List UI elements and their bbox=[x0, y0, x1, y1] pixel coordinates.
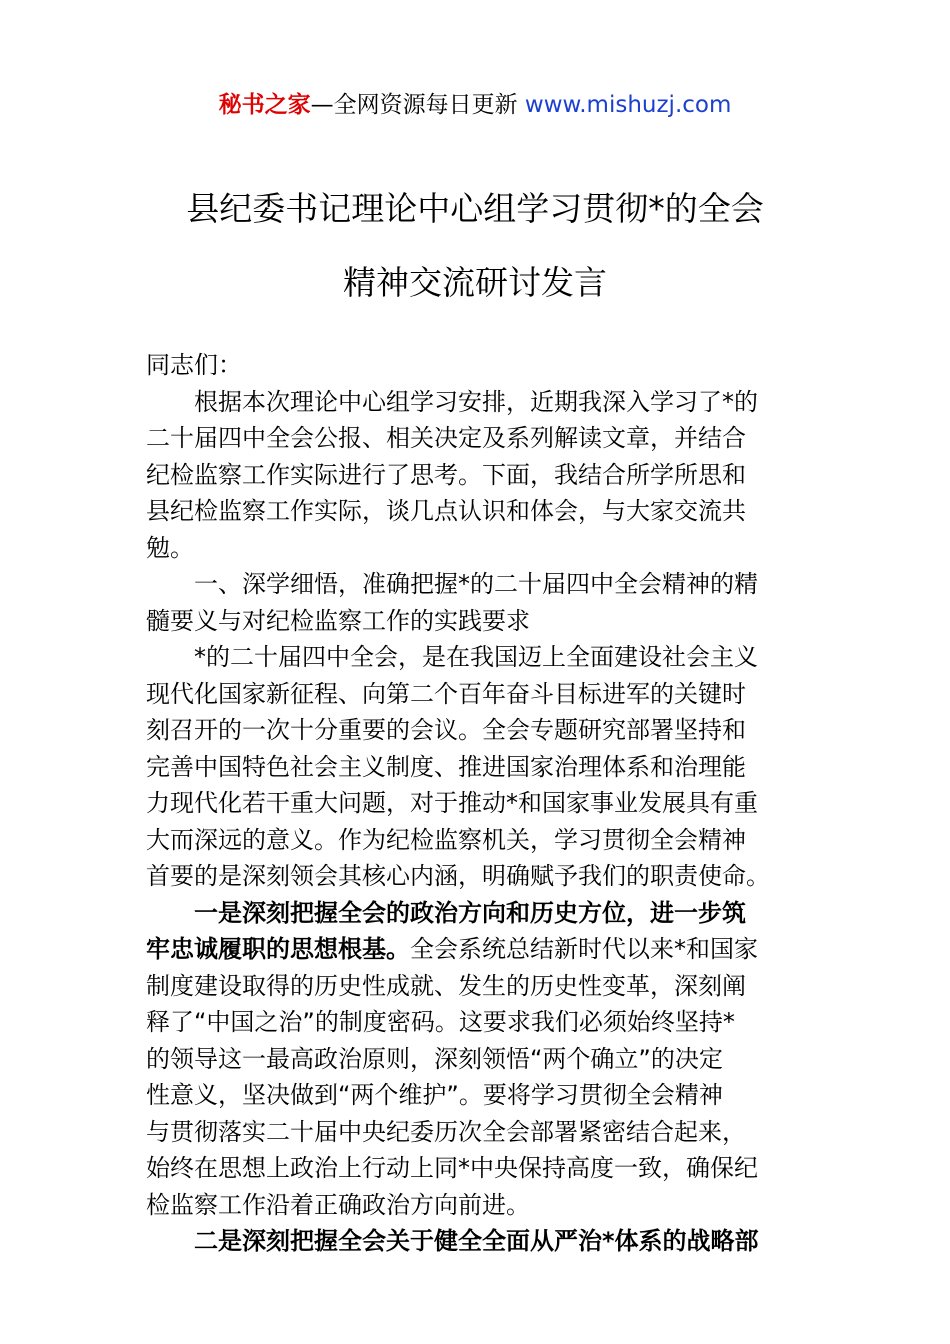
text-segment: 刻召开的一次十分重要的会议。全会专题研究部署坚持和 bbox=[146, 716, 746, 744]
text-segment: 髓要义与对纪检监察工作的实践要求 bbox=[146, 606, 530, 635]
body-line bbox=[146, 1004, 810, 1041]
text-segment: *的二十届四中全会，是在我国迈上全面建设社会主义 bbox=[194, 643, 758, 671]
body-line bbox=[146, 1150, 810, 1187]
body-line bbox=[146, 1223, 810, 1260]
body-line bbox=[146, 749, 810, 786]
text-segment: 纪检监察工作实际进行了思考。下面，我结合所学所思和 bbox=[146, 460, 746, 489]
body-line bbox=[146, 895, 810, 932]
text-segment: 力现代化若干重大问题，对于推动*和国家事业发展具有重 bbox=[146, 789, 758, 817]
body-line bbox=[146, 384, 810, 421]
body-line bbox=[146, 1114, 810, 1151]
body-line bbox=[146, 457, 810, 494]
body-line bbox=[146, 1041, 810, 1078]
text-segment: 二十届四中全会公报、相关决定及系列解读文章，并结合 bbox=[146, 424, 746, 452]
bold-segment: 一是深刻把握全会的政治方向和历史方位，进一步筑 bbox=[194, 898, 746, 927]
body-line bbox=[146, 968, 810, 1005]
body-line bbox=[146, 420, 810, 457]
text-segment: 现代化国家新征程、向第二个百年奋斗目标进军的关键时 bbox=[146, 679, 746, 708]
body-line bbox=[146, 530, 810, 567]
body-line bbox=[146, 493, 810, 530]
text-segment: 根据本次理论中心组学习安排，近期我深入学习了*的 bbox=[194, 387, 758, 416]
document-body bbox=[146, 347, 810, 1260]
text-segment: 勉。 bbox=[146, 533, 194, 562]
bold-segment: 牢忠诚履职的思想根基。 bbox=[146, 935, 410, 963]
section-heading bbox=[146, 603, 810, 640]
text-segment: 的领导这一最高政治原则，深刻领悟“两个确立”的决定 bbox=[146, 1044, 723, 1073]
body-line bbox=[146, 639, 810, 676]
text-segment: 释了“中国之治”的制度密码。这要求我们必须始终坚持* bbox=[146, 1008, 735, 1036]
body-line bbox=[146, 931, 810, 968]
text-segment: 一、深学细悟，准确把握*的二十届四中全会精神的精 bbox=[194, 570, 758, 598]
site-brand: 秘书之家 bbox=[218, 92, 311, 118]
text-segment: 完善中国特色社会主义制度、推进国家治理体系和治理能 bbox=[146, 752, 746, 781]
body-line bbox=[146, 785, 810, 822]
body-line bbox=[146, 712, 810, 749]
document-title-line-1: 县纪委书记理论中心组学习贯彻*的全会 bbox=[186, 189, 764, 228]
section-heading bbox=[146, 566, 810, 603]
site-header bbox=[0, 88, 950, 122]
document-title-line-2: 精神交流研讨发言 bbox=[343, 263, 607, 302]
text-segment: 与贯彻落实二十届中央纪委历次全会部署紧密结合起来， bbox=[146, 1117, 746, 1146]
text-segment: 检监察工作沿着正确政治方向前进。 bbox=[146, 1190, 530, 1219]
body-line bbox=[146, 1187, 810, 1224]
text-segment: 制度建设取得的历史性成就、发生的历史性变革，深刻阐 bbox=[146, 971, 746, 1000]
text-segment: 首要的是深刻领会其核心内涵，明确赋予我们的职责使命。 bbox=[146, 862, 770, 890]
salutation: 同志们： bbox=[146, 351, 242, 379]
text-segment: 性意义，坚决做到“两个维护”。要将学习贯彻全会精神 bbox=[146, 1081, 723, 1109]
site-url[interactable]: www.mishuzj.com bbox=[524, 92, 732, 118]
body-line bbox=[146, 676, 810, 713]
text-segment: 大而深远的意义。作为纪检监察机关，学习贯彻全会精神 bbox=[146, 825, 746, 854]
body-line bbox=[146, 858, 810, 895]
site-tagline: —全网资源每日更新 bbox=[310, 92, 518, 118]
body-line bbox=[146, 822, 810, 859]
text-segment: 始终在思想上政治上行动上同*中央保持高度一致，确保纪 bbox=[146, 1154, 758, 1182]
bold-segment: 二是深刻把握全会关于健全全面从严治*体系的战略部 bbox=[194, 1227, 759, 1255]
text-segment: 全会系统总结新时代以来*和国家 bbox=[410, 935, 758, 963]
text-segment: 县纪检监察工作实际，谈几点认识和体会，与大家交流共 bbox=[146, 497, 746, 525]
body-line bbox=[146, 1077, 810, 1114]
